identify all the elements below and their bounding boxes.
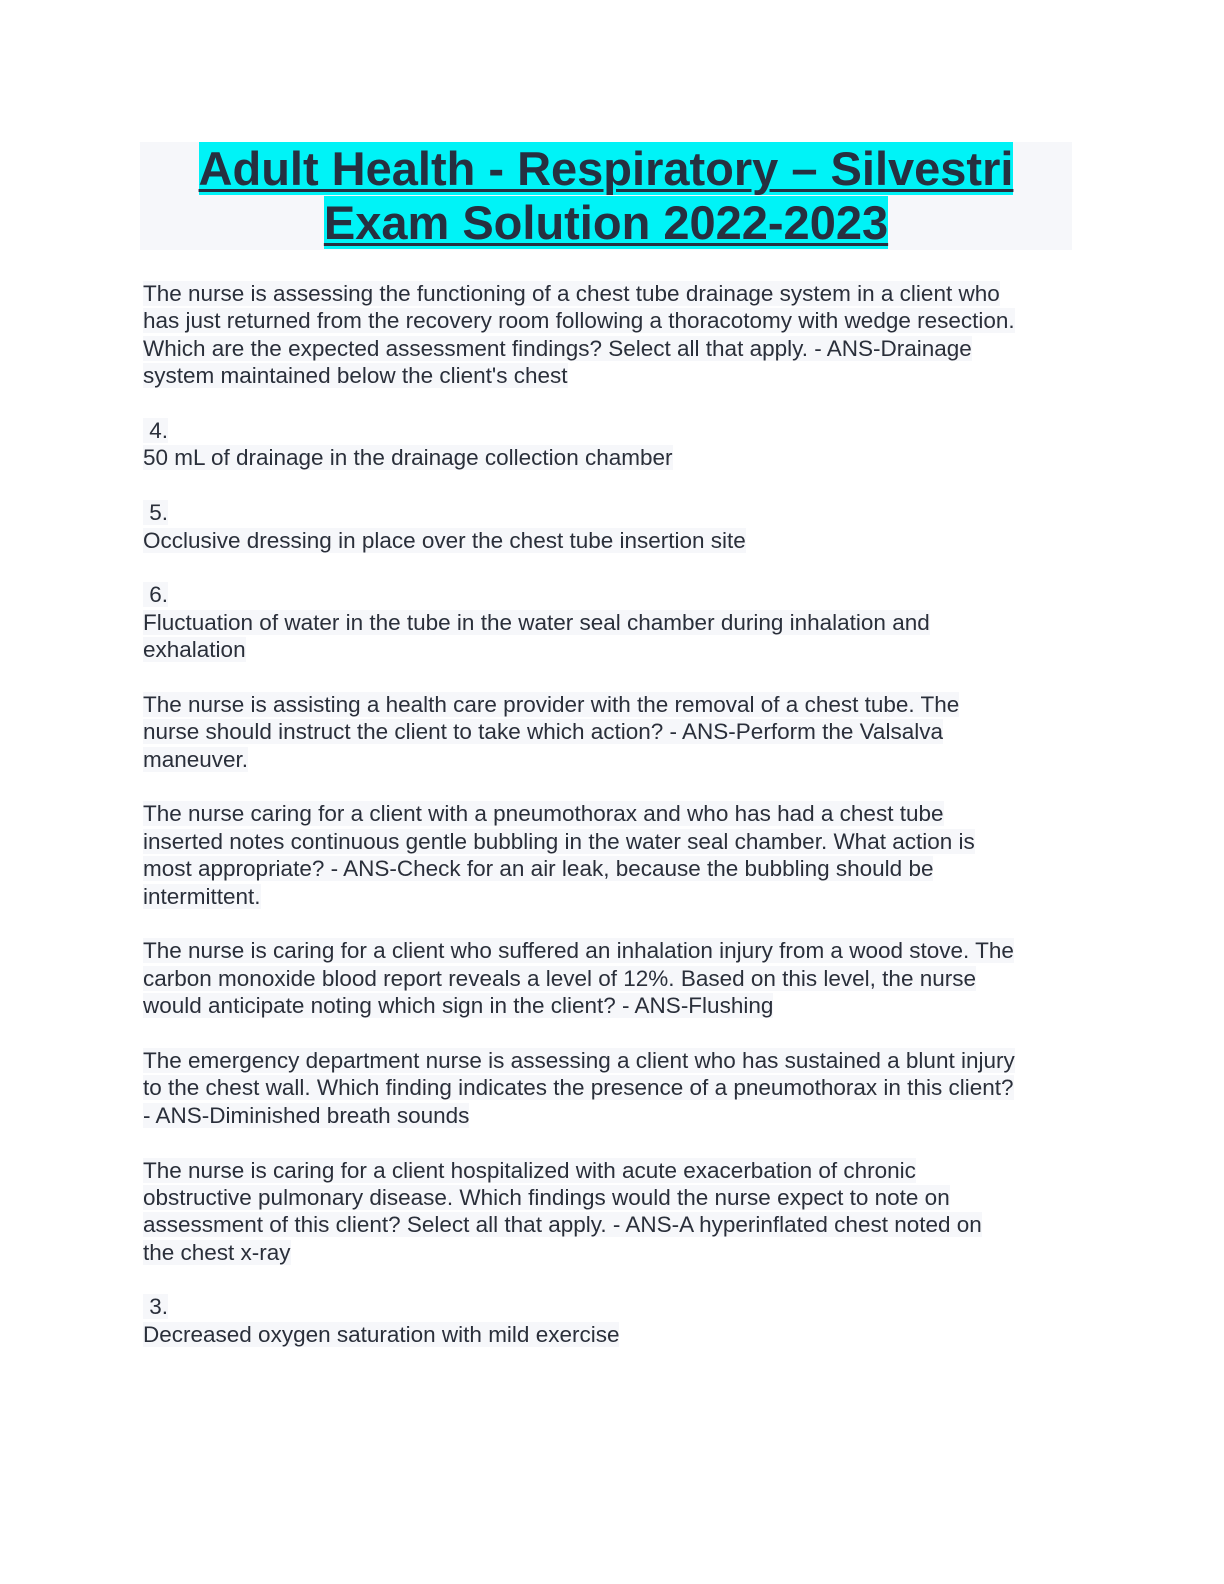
question-paragraph bbox=[143, 1047, 1083, 1129]
text-line: The nurse is assessing the functioning of a chest tube drainage system in a client who bbox=[143, 281, 1000, 306]
text-line: maneuver. bbox=[143, 746, 249, 772]
question-paragraph bbox=[143, 937, 1083, 1019]
item-number: 4. bbox=[143, 417, 169, 443]
text-line: The nurse is caring for a client who suffered an inhalation injury from a wood stove. The bbox=[143, 938, 1014, 964]
text-line: to the chest wall. Which finding indicates the presence of a pneumothorax in this client? bbox=[143, 1075, 1014, 1101]
answer-item bbox=[143, 581, 1083, 663]
text-line: system maintained below the client's chest bbox=[143, 363, 568, 389]
text-line: the chest x-ray bbox=[143, 1239, 291, 1265]
text-line: most appropriate? - ANS-Check for an air leak, because the bubbling should be bbox=[143, 856, 934, 882]
title-line-1: Adult Health - Respiratory – Silvestri bbox=[198, 142, 1014, 195]
text-line: intermittent. bbox=[143, 883, 261, 909]
question-paragraph bbox=[143, 1157, 1083, 1267]
question-paragraph bbox=[143, 280, 1083, 390]
question-paragraph bbox=[143, 800, 1083, 910]
text-line: 50 mL of drainage in the drainage collection chamber bbox=[143, 445, 673, 471]
text-line: assessment of this client? Select all that apply. - ANS-A hyperinflated chest noted on bbox=[143, 1212, 982, 1238]
text-line: Occlusive dressing in place over the chest tube insertion site bbox=[143, 527, 746, 553]
text-line: The nurse is assisting a health care provider with the removal of a chest tube. The bbox=[143, 691, 960, 717]
text-line: nurse should instruct the client to take which action? - ANS-Perform the Valsalva bbox=[143, 719, 943, 745]
text-line: - ANS-Diminished breath sounds bbox=[143, 1102, 470, 1128]
answer-item bbox=[143, 417, 1083, 472]
item-number: 5. bbox=[143, 500, 169, 526]
text-line: The nurse caring for a client with a pneumothorax and who has had a chest tube bbox=[143, 801, 944, 827]
document-body bbox=[143, 280, 1083, 1348]
answer-item bbox=[143, 1293, 1083, 1348]
text-line: inserted notes continuous gentle bubbling in the water seal chamber. What action is bbox=[143, 828, 975, 854]
answer-item bbox=[143, 499, 1083, 554]
text-line: has just returned from the recovery room following a thoracotomy with wedge resection. bbox=[143, 308, 1015, 334]
document-title bbox=[140, 142, 1072, 250]
text-line: would anticipate noting which sign in the client? - ANS-Flushing bbox=[143, 993, 774, 1019]
text-line: Decreased oxygen saturation with mild exercise bbox=[143, 1321, 620, 1347]
item-number: 6. bbox=[143, 582, 169, 608]
text-line: The nurse is caring for a client hospitalized with acute exacerbation of chronic bbox=[143, 1157, 916, 1183]
question-paragraph bbox=[143, 691, 1083, 773]
title-line-2: Exam Solution 2022-2023 bbox=[323, 196, 889, 249]
text-line: carbon monoxide blood report reveals a level of 12%. Based on this level, the nurse bbox=[143, 965, 976, 991]
text-line: exhalation bbox=[143, 637, 246, 663]
text-line: obstructive pulmonary disease. Which findings would the nurse expect to note on bbox=[143, 1184, 950, 1210]
text-line: The emergency department nurse is assessing a client who has sustained a blunt injury bbox=[143, 1047, 1015, 1073]
text-line: Which are the expected assessment findings? Select all that apply. - ANS-Drainage bbox=[143, 335, 972, 361]
item-number: 3. bbox=[143, 1294, 169, 1320]
text-line: Fluctuation of water in the tube in the water seal chamber during inhalation and bbox=[143, 609, 930, 635]
